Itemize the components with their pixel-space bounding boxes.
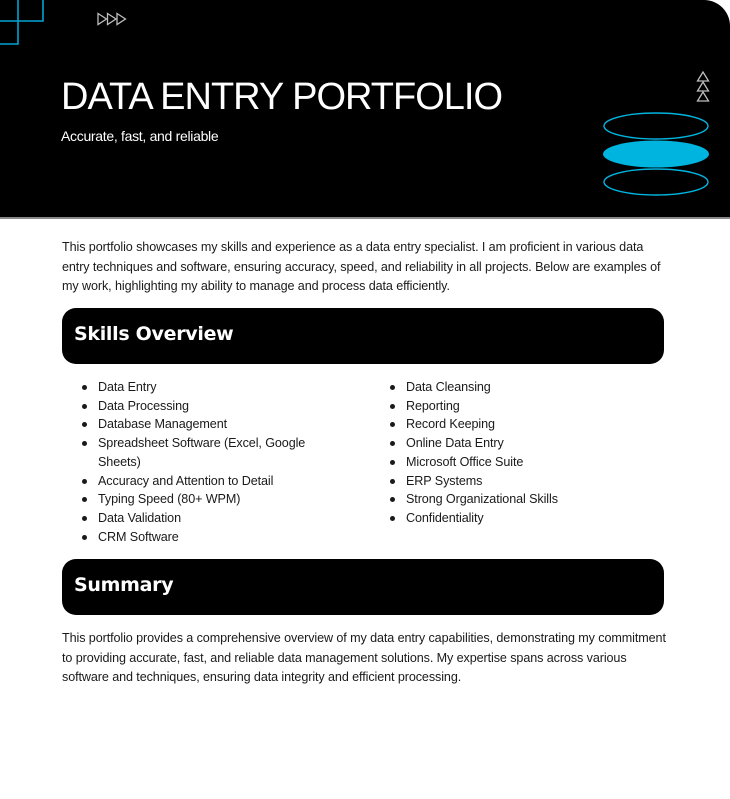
page-subtitle: Accurate, fast, and reliable (61, 128, 219, 144)
list-item (388, 472, 668, 491)
bullet-icon (390, 404, 395, 409)
intro-paragraph: This portfolio showcases my skills and experience as a data entry specialist. I am proficient in various data entry techniques and software, ensuring accuracy, speed, and reliability in all projects. Below are examples of my work, highlighting my ability to manage and process data efficiently. (62, 240, 661, 293)
list-item (388, 378, 668, 397)
triple-triangle-up-icon (696, 71, 710, 103)
bullet-icon (390, 516, 395, 521)
skill-label: Data Cleansing (406, 380, 491, 394)
skill-label: Strong Organizational Skills (406, 492, 558, 507)
skills-heading: Skills Overview (74, 323, 234, 345)
list-item (80, 397, 330, 416)
bullet-icon (82, 497, 87, 502)
skill-label: Typing Speed (80+ WPM) (98, 492, 241, 507)
bullet-icon (82, 404, 87, 409)
skill-label: Online Data Entry (406, 436, 504, 451)
bullet-icon (82, 479, 87, 484)
list-item (80, 434, 330, 471)
bullet-icon (82, 441, 87, 446)
header-divider (0, 217, 730, 219)
list-item (388, 397, 668, 416)
bullet-icon (82, 422, 87, 427)
list-item (80, 528, 330, 547)
skill-label: Microsoft Office Suite (406, 454, 524, 469)
skill-label: Data Validation (98, 510, 181, 525)
skill-label: CRM Software (98, 529, 179, 544)
skill-label: Database Management (98, 417, 228, 432)
bullet-icon (82, 535, 87, 540)
grid-squares-icon (0, 0, 50, 50)
list-item (80, 490, 330, 509)
list-item (388, 434, 668, 453)
triple-arrow-right-icon (97, 12, 131, 26)
bullet-icon (390, 497, 395, 502)
bullet-icon (390, 460, 395, 465)
list-item (80, 472, 330, 491)
list-item (388, 490, 668, 509)
skill-label: Reporting (406, 398, 460, 413)
list-item (80, 509, 330, 528)
skills-list-right (388, 378, 668, 528)
bullet-icon (82, 385, 87, 390)
bullet-icon (390, 441, 395, 446)
bullet-icon (390, 479, 395, 484)
skill-label: Confidentiality (406, 510, 484, 525)
list-item (388, 509, 668, 528)
list-item (388, 415, 668, 434)
list-item (80, 415, 330, 434)
header-banner (0, 0, 730, 217)
summary-paragraph: This portfolio provides a comprehensive overview of my data entry capabilities, demonstrating my commitment to providing accurate, fast, and reliable data management solutions. My expertise spans across various software and techniques, ensuring data integrity and efficient processing. (62, 631, 666, 684)
skill-label: Data Processing (98, 398, 189, 413)
bullet-icon (390, 422, 395, 427)
skill-label: Record Keeping (406, 417, 495, 432)
list-item (80, 378, 330, 397)
bullet-icon (390, 385, 395, 390)
page-title: DATA ENTRY PORTFOLIO (61, 76, 503, 118)
skill-label: Spreadsheet Software (Excel, Google Sheets) (98, 436, 306, 469)
summary-section-header (62, 559, 664, 615)
bullet-icon (82, 516, 87, 521)
skill-label: Data Entry (98, 380, 157, 394)
skills-section-header (62, 308, 664, 364)
list-item (388, 453, 668, 472)
skills-list-left (80, 378, 360, 546)
skill-label: ERP Systems (406, 473, 483, 488)
stacked-ellipses-icon (602, 110, 712, 198)
skill-label: Accuracy and Attention to Detail (98, 473, 274, 488)
summary-heading: Summary (74, 574, 174, 596)
